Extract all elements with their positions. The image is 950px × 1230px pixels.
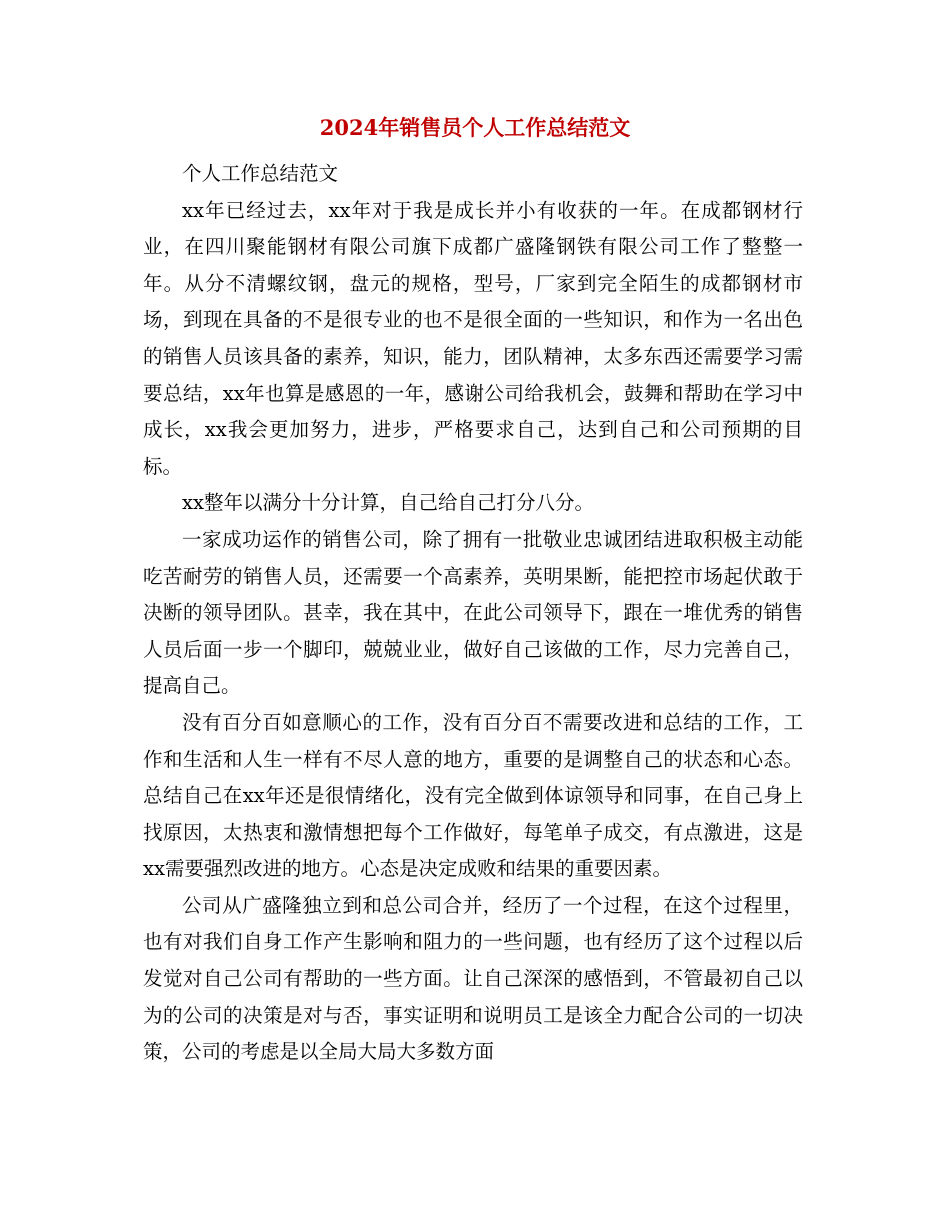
body-paragraph: 一家成功运作的销售公司，除了拥有一批敬业忠诚团结进取积极主动能吃苦耐劳的销售人员，还需要一个高素养，英明果断，能把控市场起伏敢于决断的领导团队。甚幸，我在其中，在此公司领导下，跟在一堆优秀的销售人员后面一步一个脚印，兢兢业业，做好自己该做的工作，尽力完善自己，提高自己。: [143, 527, 803, 698]
document-title: 2024年销售员个人工作总结范文: [319, 115, 631, 140]
body-paragraph: xx整年以满分十分计算，自己给自己打分八分。: [182, 491, 594, 515]
body-paragraph: xx年已经过去，xx年对于我是成长并小有收获的一年。在成都钢材行业，在四川聚能钢材有限公司旗下成都广盛隆钢铁有限公司工作了整整一年。从分不清螺纹钢，盘元的规格，型号，厂家到完全陌生的成都钢材市场，到现在具备的不是很专业的也不是很全面的一些知识，和作为一名出色的销售人员该具备的素养，知识，能力，团队精神，太多东西还需要学习需要总结，xx年也算是感恩的一年，感谢公司给我机会，鼓舞和帮助在学习中成长，xx我会更加努力，进步，严格要求自己，达到自己和公司预期的目标。: [143, 198, 803, 478]
body-paragraph: 没有百分百如意顺心的工作，没有百分百不需要改进和总结的工作，工作和生活和人生一样有不尽人意的地方，重要的是调整自己的状态和心态。总结自己在xx年还是很情绪化，没有完全做到体谅领导和同事，在自己身上找原因，太热衷和激情想把每个工作做好，每笔单子成交，有点激进，这是xx需要强烈改进的地方。心态是决定成败和结果的重要因素。: [143, 710, 803, 881]
subtitle-paragraph: 个人工作总结范文: [182, 162, 339, 185]
body-paragraph: 公司从广盛隆独立到和总公司合并，经历了一个过程，在这个过程里，也有对我们自身工作产生影响和阻力的一些问题，也有经历了这个过程以后发觉对自己公司有帮助的一些方面。让自己深深的感悟到，不管最初自己以为的公司的决策是对与否，事实证明和说明员工是该全力配合公司的一切决策，公司的考虑是以全局大局大多数方面: [143, 893, 803, 1064]
document-body: [143, 156, 803, 1071]
